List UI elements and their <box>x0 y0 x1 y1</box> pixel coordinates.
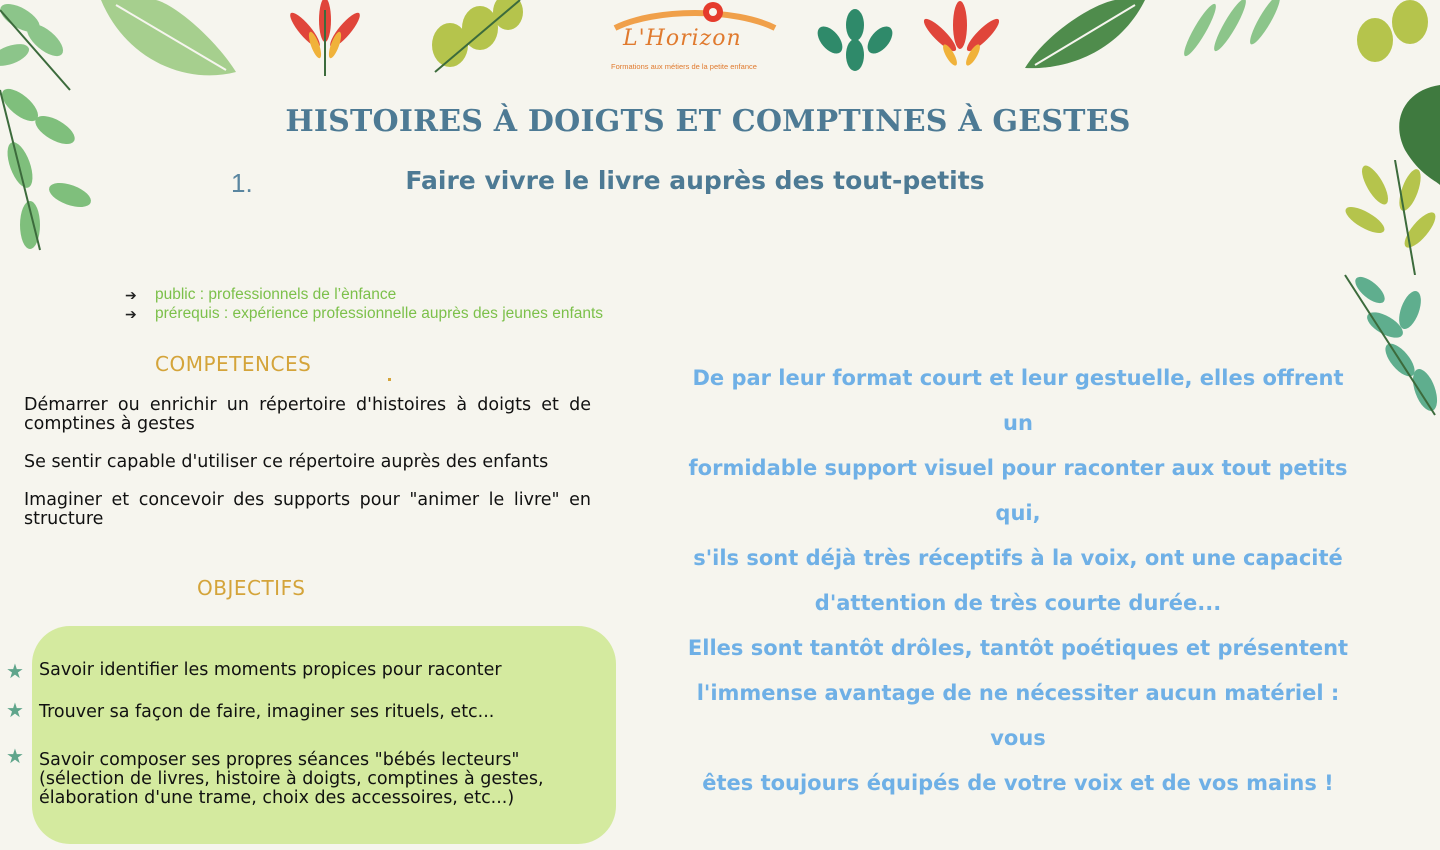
competence-item: Se sentir capable d'utiliser ce répertoire auprès des enfants <box>24 452 549 472</box>
star-icon: ★ <box>6 746 24 768</box>
objectifs-heading: OBJECTIFS <box>197 576 306 600</box>
quote-line: s'ils sont déjà très réceptifs à la voix, ont une capacité <box>693 546 1343 570</box>
competence-item: Démarrer ou enrichir un répertoire d'histoires à doigts et de comptines à gestes <box>24 395 591 434</box>
info-prerequisites-text: prérequis : expérience professionnelle auprès des jeunes enfants <box>155 305 604 322</box>
leaf-decoration-monstera-top <box>96 0 241 80</box>
objective-item: Trouver sa façon de faire, imaginer ses rituels, etc... <box>39 702 495 722</box>
leaf-decoration-top-left <box>0 0 100 95</box>
leaf-decoration-olive-top <box>430 0 525 75</box>
objective-item: Savoir identifier les moments propices pour raconter <box>39 660 502 680</box>
info-public <box>125 286 396 304</box>
competences-list <box>24 396 591 548</box>
quote-line: De par leur format court et leur gestuelle, elles offrent un <box>692 366 1344 435</box>
objectives-box <box>32 626 616 844</box>
arrow-right-icon: ➔ <box>125 305 137 322</box>
leaf-decoration-fern-top-right <box>1170 0 1305 70</box>
arrow-right-icon: ➔ <box>125 286 137 303</box>
quote-line: l'immense avantage de ne nécessiter aucun matériel : vous <box>696 681 1340 750</box>
leaf-decoration-olive-corner <box>1350 0 1440 70</box>
leaf-decoration-teal-top <box>810 0 900 75</box>
decorative-dot <box>388 378 391 381</box>
quote-line: êtes toujours équipés de votre voix et de vos mains ! <box>702 771 1334 795</box>
leaf-decoration-red-top <box>285 0 365 78</box>
info-prerequisites <box>125 305 603 323</box>
star-icon: ★ <box>6 661 24 683</box>
info-public-text: public : professionnels de l’ènfance <box>155 286 397 303</box>
section-number: 1. <box>231 168 253 198</box>
competence-item: Imaginer et concevoir des supports pour "animer le livre" en structure <box>24 490 591 529</box>
logo <box>605 0 785 78</box>
competences-heading: COMPETENCES <box>155 352 312 376</box>
quote-line: d'attention de très courte durée... <box>814 591 1222 615</box>
page-title: HISTOIRES À DOIGTS ET COMPTINES À GESTES <box>285 104 1131 139</box>
leaf-decoration-red-top-right <box>915 0 1010 75</box>
star-icon: ★ <box>6 700 24 722</box>
quote-line: formidable support visuel pour raconter aux tout petits qui, <box>688 456 1348 525</box>
objective-item: Savoir composer ses propres séances "bébés lecteurs" (sélection de livres, histoire à doigts, comptines à gestes, élaboration d'une trame, choix des accessoires, etc...) <box>39 750 544 808</box>
leaf-decoration-monstera-top-right <box>1020 0 1150 70</box>
logo-tagline: Formations aux métiers de la petite enfance <box>611 62 757 71</box>
subtitle: Faire vivre le livre auprès des tout-petits <box>405 166 985 195</box>
description-quote <box>678 356 1358 806</box>
quote-line: Elles sont tantôt drôles, tantôt poétiques et présentent <box>687 636 1349 660</box>
logo-name: L'Horizon <box>623 26 742 51</box>
